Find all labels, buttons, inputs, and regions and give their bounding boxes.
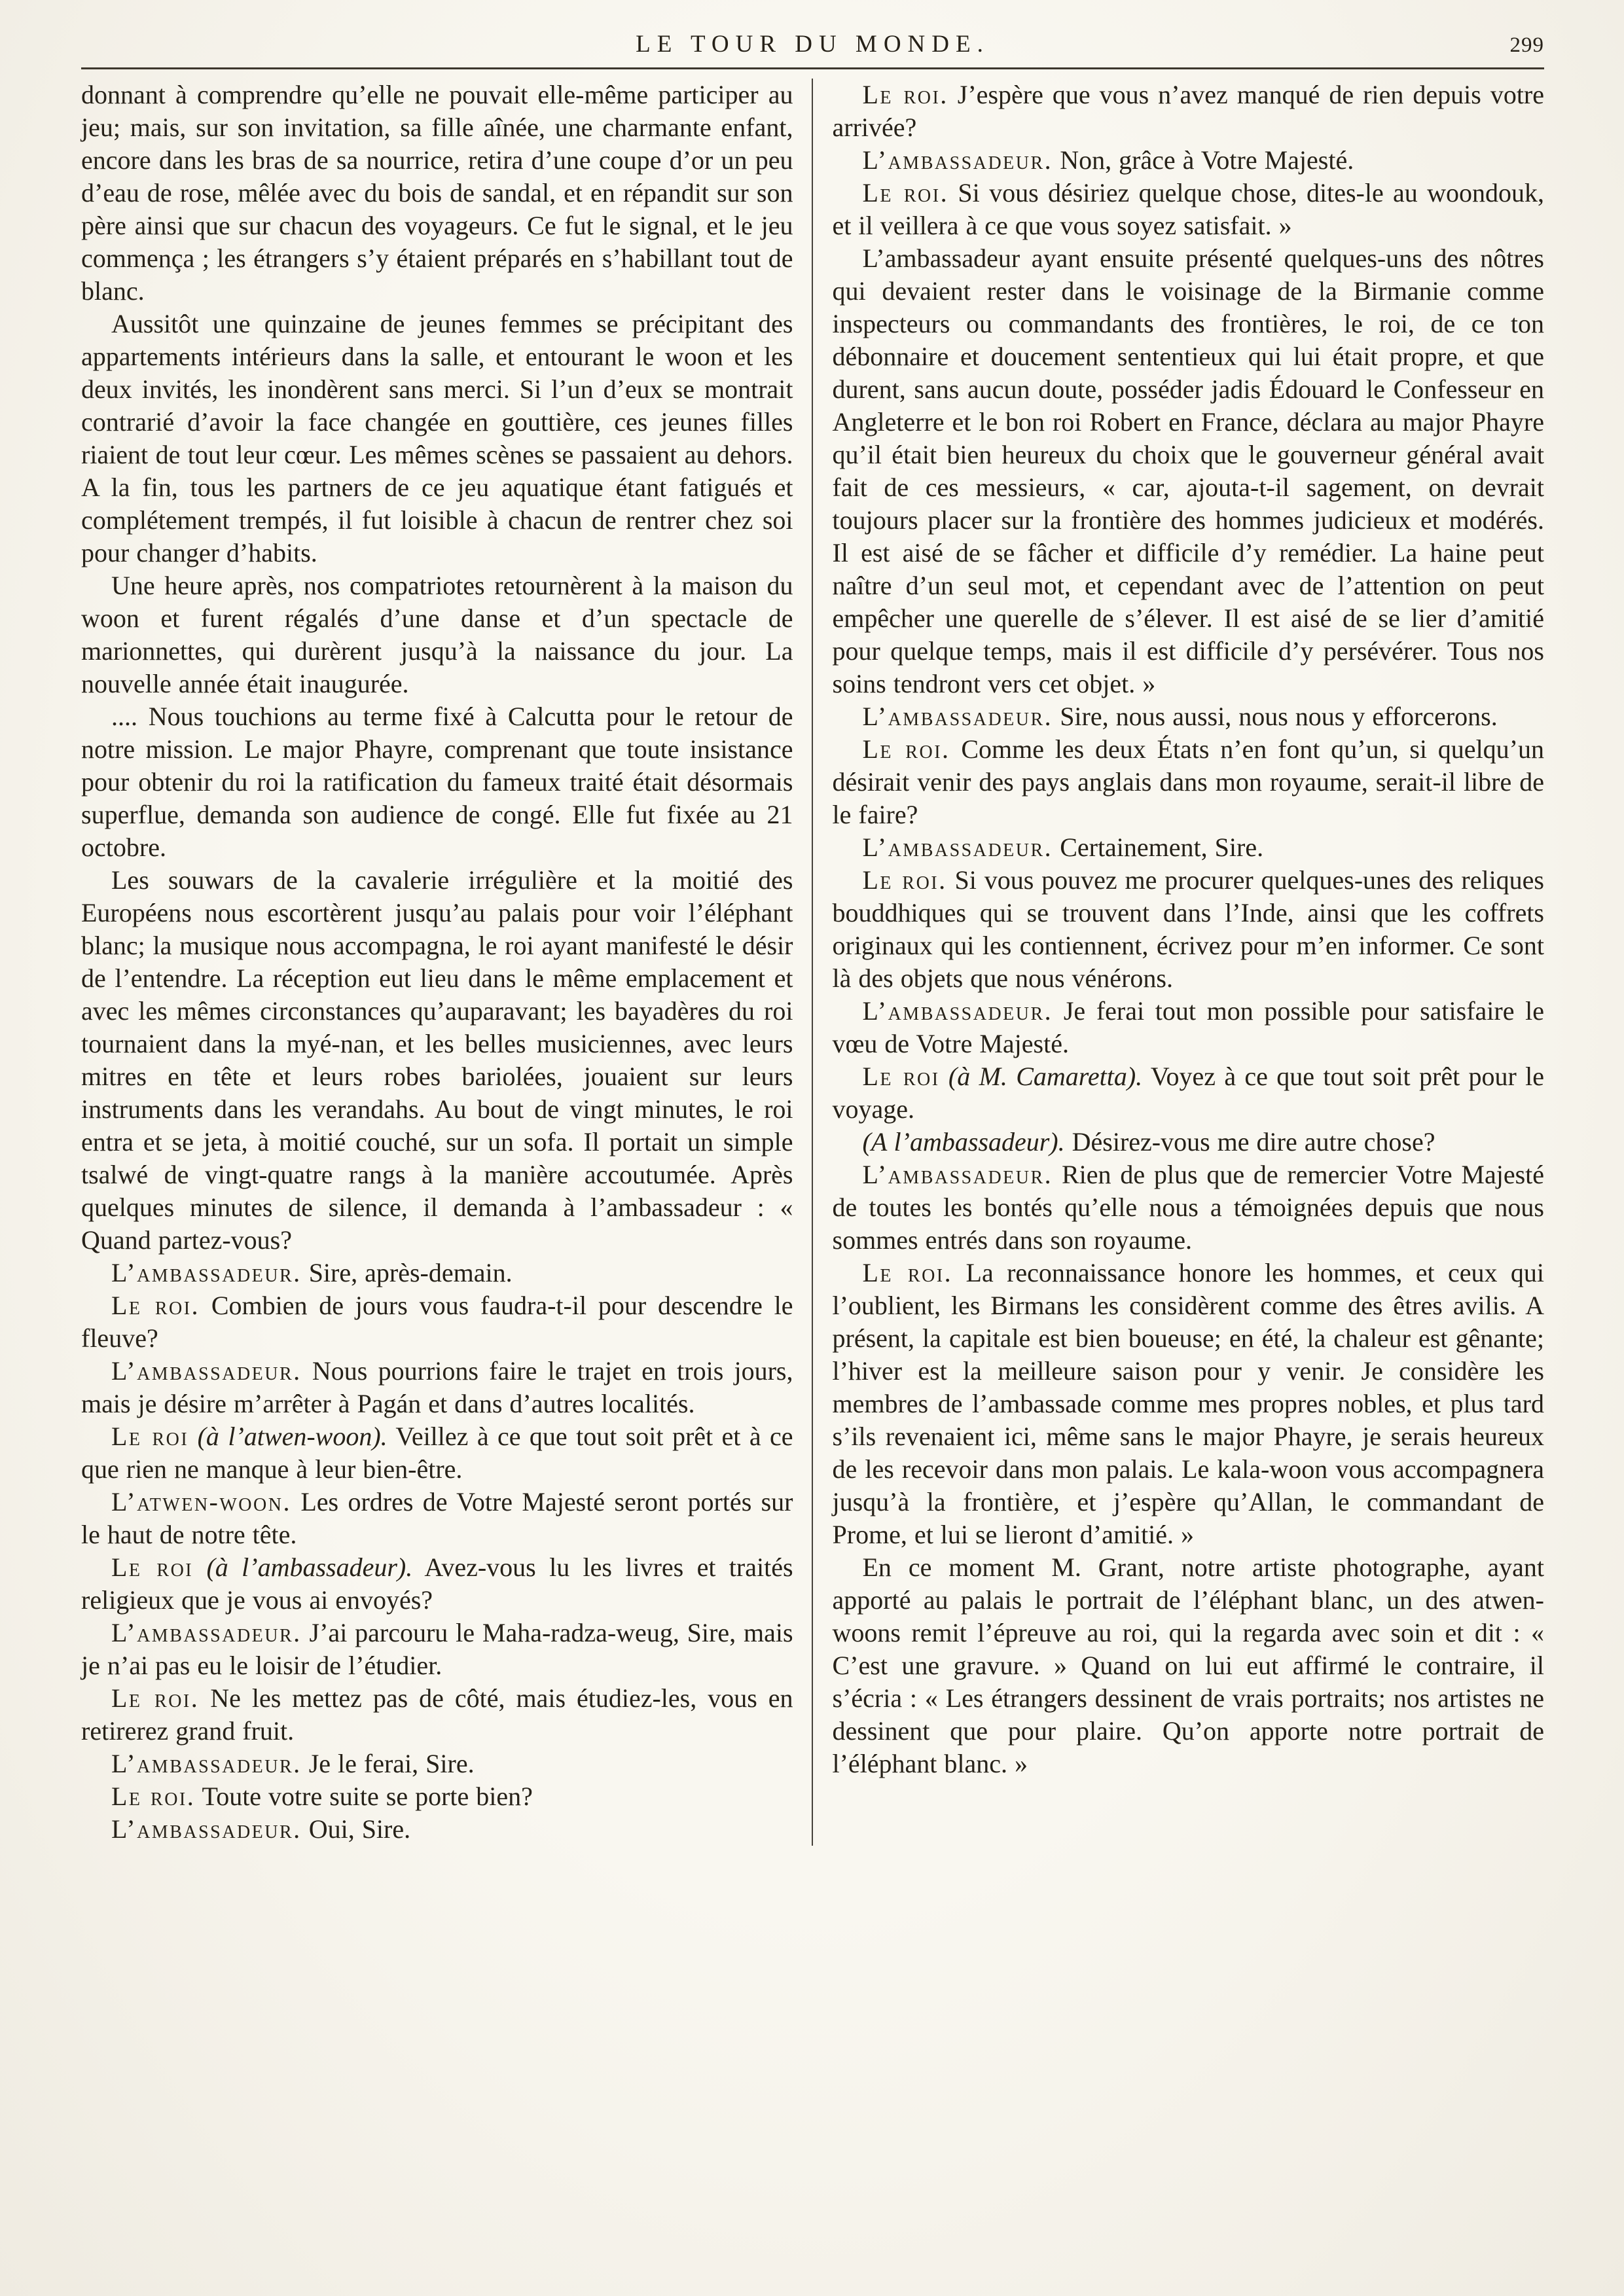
speaker-label: Le roi.	[111, 1782, 196, 1811]
text-columns	[81, 79, 1544, 1846]
speaker-label: Le roi	[862, 1062, 940, 1091]
paragraph: L’ambassadeur. Certainement, Sire.	[862, 833, 1264, 862]
paragraph: donnant à comprendre qu’elle ne pouvait elle-même participer au jeu; mais, sur son invitation, sa fille aînée, une charmante enfant, encore dans les bras de sa nourrice, retira d’une coupe d’or un peu d’eau de rose, mêlée avec du bois de sandal, et en répandit sur son père ainsi que sur chacun des voyageurs. Ce fut le signal, et le jeu commença ; les étrangers s’y étaient préparés en s’habillant tout de blanc.	[81, 80, 793, 306]
speaker-label: L’atwen-woon.	[111, 1487, 291, 1516]
speaker-label: Le roi	[111, 1552, 194, 1582]
speaker-label: L’ambassadeur.	[862, 833, 1053, 862]
speaker-label: L’ambassadeur.	[862, 996, 1053, 1026]
paragraph: L’ambassadeur. Je ferai tout mon possible pour satisfaire le vœu de Votre Majesté.	[832, 996, 1544, 1058]
paragraph: L’ambassadeur. Nous pourrions faire le trajet en trois jours, mais je désire m’arrêter à Pagán et dans d’autres localités.	[81, 1356, 793, 1418]
paragraph: Le roi. Si vous pouvez me procurer quelques-unes des reliques bouddhiques qui se trouvent dans l’Inde, ainsi que les coffrets originaux qui les contiennent, écrivez pour m’en informer. Ce sont là des objets que nous vénérons.	[832, 865, 1545, 993]
paragraph: Le roi. La reconnaissance honore les hommes, et ceux qui l’oublient, les Birmans les considèrent comme des êtres avilis. A présent, la capitale est bien boueuse; en été, la chaleur est gênante; l’hiver est la meilleure saison pour y venir. Je considère les membres de l’ambassade comme mes propres nobles, et plus tard s’ils revenaient ici, même sans le major Phayre, je serais heureux de les recevoir dans mon palais. Le kala-woon vous accompagnera jusqu’à la frontière, et j’espère qu’Allan, le commandant de Prome, et lui se lieront d’amitié. »	[832, 1258, 1545, 1549]
paragraph: Le roi. Comme les deux États n’en font qu’un, si quelqu’un désirait venir des pays anglais dans mon royaume, serait-il libre de le faire?	[832, 734, 1544, 829]
speaker-label: L’ambassadeur.	[862, 1160, 1053, 1189]
header-rule	[81, 67, 1544, 69]
column-left	[81, 79, 813, 1846]
paragraph: L’ambassadeur. Rien de plus que de remercier Votre Majesté de toutes les bontés qu’elle nous a témoignées depuis que nous sommes entrés dans son royaume.	[832, 1160, 1545, 1255]
paragraph: L’ambassadeur ayant ensuite présenté quelques-uns des nôtres qui devaient rester dans le voisinage de la Birmanie comme inspecteurs ou commandants des frontières, le roi, de ce ton débonnaire et doucement sententieux qui lui était propre, et que durent, sans aucun doute, posséder jadis Édouard le Confesseur en Angleterre et le bon roi Robert en France, déclara au major Phayre qu’il était bien heureux du choix que le gouverneur général avait fait de ces messieurs, « car, ajouta-t-il sagement, on devrait toujours placer sur la frontière des hommes judicieux et modérés. Il est aisé de se fâcher et difficile d’y remédier. La haine peut naître d’un seul mot, et cependant avec de l’attention on peut empêcher une querelle de s’élever. Il est aisé de se lier d’amitié pour quelque temps, mais il est difficile d’y persévérer. Tous nos soins tendront vers cet objet. »	[832, 243, 1544, 698]
column-right	[813, 79, 1545, 1846]
speaker-aside: (à l’atwen-woon).	[197, 1422, 388, 1451]
speaker-label: Le roi.	[862, 178, 949, 207]
paragraph: Le roi. J’espère que vous n’avez manqué de rien depuis votre arrivée?	[832, 80, 1545, 142]
paragraph: L’ambassadeur. J’ai parcouru le Maha-radza-weug, Sire, mais je n’ai pas eu le loisir de l’étudier.	[81, 1618, 793, 1680]
paragraph: L’ambassadeur. Je le ferai, Sire.	[111, 1749, 475, 1778]
paragraph: Les souwars de la cavalerie irrégulière et la moitié des Européens nous escortèrent jusqu’au palais pour voir l’éléphant blanc; la musique nous accompagna, le roi ayant manifesté le désir de l’entendre. La réception eut lieu dans le même emplacement et avec les mêmes circonstances qu’auparavant; les bayadères du roi tournaient dans la myé-nan, et les belles musiciennes, avec leurs mitres en tête et leurs robes bariolées, jouaient sur leurs instruments dans les verandahs. Au bout de vingt minutes, le roi entra et se jeta, à moitié couché, sur un sofa. Il portait un simple tsalwé de vingt-quatre rangs à la manière accoutumée. Après quelques minutes de silence, il demanda à l’ambassadeur : « Quand partez-vous?	[81, 865, 793, 1255]
paragraph: Le roi. Ne les mettez pas de côté, mais étudiez-les, vous en retirerez grand fruit.	[81, 1683, 793, 1746]
speaker-label: L’ambassadeur.	[862, 702, 1053, 731]
speaker-label: Le roi.	[111, 1291, 200, 1320]
speaker-label: L’ambassadeur.	[111, 1618, 302, 1647]
speaker-label: Le roi.	[862, 1258, 953, 1287]
speaker-aside: (à M. Camaretta).	[948, 1062, 1143, 1091]
paragraph: Le roi. Combien de jours vous faudra-t-il pour descendre le fleuve?	[81, 1291, 793, 1353]
speaker-label: L’ambassadeur.	[111, 1356, 302, 1386]
speaker-label: Le roi.	[862, 734, 950, 764]
speaker-label: Le roi.	[862, 865, 947, 895]
page-header	[81, 30, 1544, 58]
paragraph: Aussitôt une quinzaine de jeunes femmes se précipitant des appartements intérieurs dans la salle, et entourant le woon et les deux invités, les inondèrent sans merci. Si l’un d’eux se montrait contrarié d’avoir la face changée en gouttière, ces jeunes filles riaient de tout leur cœur. Les mêmes scènes se passaient au dehors. A la fin, tous les partners de ce jeu aquatique étant fatigués et complétement trempés, il fut loisible à chacun de rentrer chez soi pour changer d’habits.	[81, 309, 793, 567]
paragraph: Le roi. Si vous désiriez quelque chose, dites-le au woondouk, et il veillera à ce que vous soyez satisfait. »	[832, 178, 1545, 240]
paragraph: Une heure après, nos compatriotes retournèrent à la maison du woon et furent régalés d’une danse et d’un spectacle de marionnettes, qui durèrent jusqu’à la naissance du jour. La nouvelle année était inaugurée.	[81, 571, 793, 698]
speaker-label: L’ambassadeur.	[111, 1814, 302, 1844]
paragraph: L’ambassadeur. Non, grâce à Votre Majesté.	[862, 145, 1354, 175]
speaker-aside: (A l’ambassadeur).	[862, 1127, 1065, 1157]
paragraph: .... Nous touchions au terme fixé à Calcutta pour le retour de notre mission. Le major Phayre, comprenant que toute insistance pour obtenir du roi la ratification du fameux traité était désormais superflue, demanda son audience de congé. Elle fut fixée au 21 octobre.	[81, 702, 793, 862]
paragraph: L’ambassadeur. Sire, après-demain.	[111, 1258, 513, 1287]
paragraph: (A l’ambassadeur). Désirez-vous me dire autre chose?	[862, 1127, 1435, 1157]
paragraph: Le roi (à l’ambassadeur). Avez-vous lu les livres et traités religieux que je vous ai envoyés?	[81, 1552, 793, 1615]
paragraph: L’ambassadeur. Oui, Sire.	[111, 1814, 411, 1844]
speaker-label: Le roi	[111, 1422, 189, 1451]
speaker-label: L’ambassadeur.	[111, 1749, 302, 1778]
paragraph: Le roi. Toute votre suite se porte bien?	[111, 1782, 533, 1811]
speaker-label: L’ambassadeur.	[862, 145, 1053, 175]
page-title: LE TOUR DU MONDE.	[636, 31, 990, 58]
speaker-label: Le roi.	[862, 80, 948, 109]
speaker-aside: (à l’ambassadeur).	[206, 1552, 413, 1582]
page-number: 299	[1509, 33, 1544, 57]
paragraph: L’ambassadeur. Sire, nous aussi, nous nous y efforcerons.	[862, 702, 1498, 731]
speaker-label: Le roi.	[111, 1683, 200, 1713]
paragraph: En ce moment M. Grant, notre artiste photographe, ayant apporté au palais le portrait de l’éléphant blanc, un des atwen-woons remit l’épreuve au roi, qui la regarda avec soin et dit : « C’est une gravure. » Quand on lui eut affirmé le contraire, il s’écria : « Les étrangers dessinent de vrais portraits; nos artistes ne dessinent que pour plaire. Qu’on apporte notre portrait de l’éléphant blanc. »	[832, 1552, 1544, 1778]
paragraph: Le roi (à M. Camaretta). Voyez à ce que tout soit prêt pour le voyage.	[832, 1062, 1545, 1124]
paragraph: L’atwen-woon. Les ordres de Votre Majesté seront portés sur le haut de notre tête.	[81, 1487, 793, 1549]
paragraph: Le roi (à l’atwen-woon). Veillez à ce que tout soit prêt et à ce que rien ne manque à leur bien-être.	[81, 1422, 793, 1484]
speaker-label: L’ambassadeur.	[111, 1258, 302, 1287]
